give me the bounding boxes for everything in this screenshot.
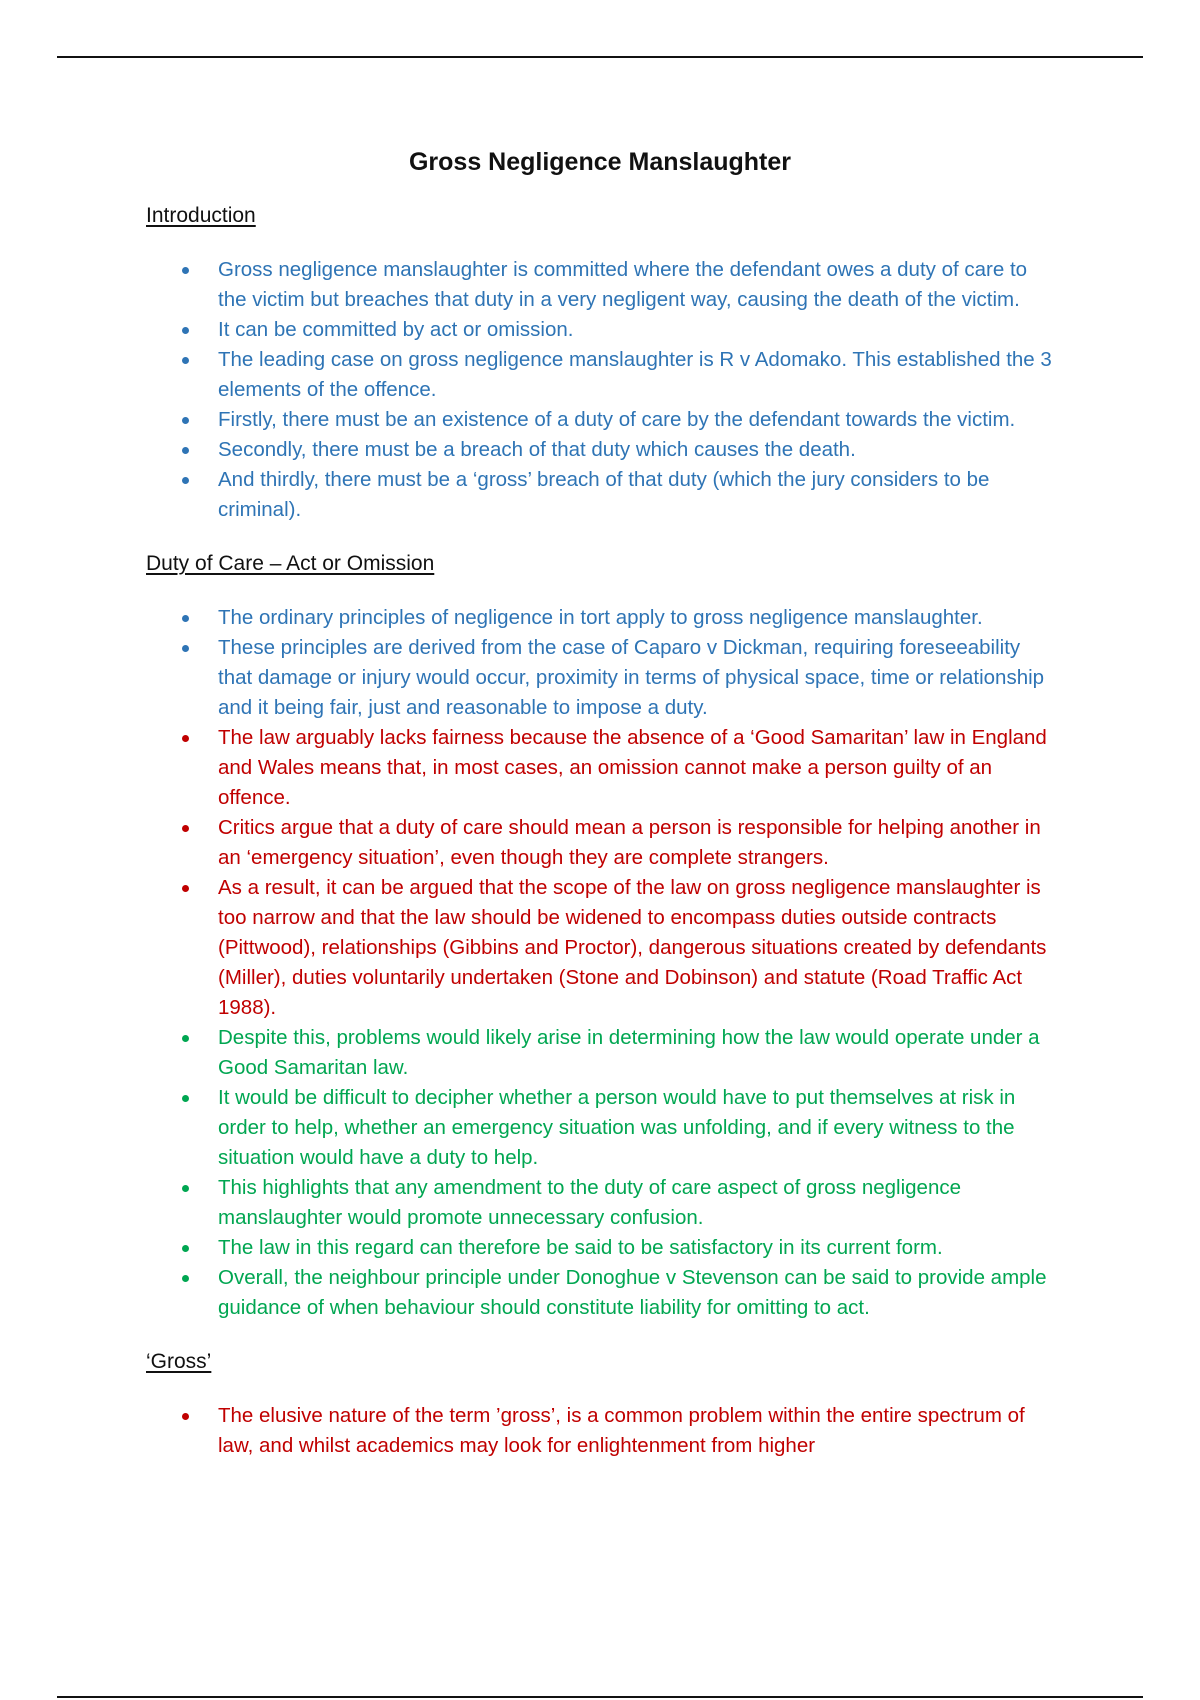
- sections-container: [146, 201, 1066, 1461]
- list-item: [146, 255, 1056, 315]
- bottom-rule: [57, 1696, 1143, 1698]
- list-item-text: And thirdly, there must be a ‘gross’ breach of that duty (which the jury considers to be criminal).: [218, 468, 990, 521]
- list-item-text: The law in this regard can therefore be said to be satisfactory in its current form.: [218, 1236, 943, 1259]
- list-item-text: Despite this, problems would likely arise in determining how the law would operate under a Good Samaritan law.: [218, 1026, 1040, 1079]
- bullet-dot-icon: [182, 1245, 189, 1252]
- bullet-dot-icon: [182, 477, 189, 484]
- bullet-dot-icon: [182, 357, 189, 364]
- list-item-text: Critics argue that a duty of care should mean a person is responsible for helping another in an ‘emergency situation’, even though they are complete strangers.: [218, 816, 1041, 869]
- list-item-text: Gross negligence manslaughter is committed where the defendant owes a duty of care to the victim but breaches that duty in a very negligent way, causing the death of the victim.: [218, 258, 1028, 311]
- bullet-dot-icon: [182, 1185, 189, 1192]
- list-item-text: These principles are derived from the case of Caparo v Dickman, requiring foreseeability that damage or injury would occur, proximity in terms of physical space, time or relationship and it being fair, just and reasonable to impose a duty.: [218, 636, 1045, 719]
- list-item-text: The elusive nature of the term ’gross’, is a common problem within the entire spectrum of law, and whilst academics may look for enlightenment from higher: [218, 1404, 1025, 1457]
- document-title: Gross Negligence Manslaughter: [408, 148, 792, 176]
- bullet-dot-icon: [182, 885, 189, 892]
- list-item: [146, 465, 1056, 525]
- bullet-dot-icon: [182, 825, 189, 832]
- list-item: [146, 603, 1056, 633]
- top-rule: [57, 56, 1143, 58]
- list-item-text: The leading case on gross negligence manslaughter is R v Adomako. This established the 3 elements of the offence.: [218, 348, 1052, 401]
- list-item: [146, 1263, 1056, 1323]
- bullet-dot-icon: [182, 1413, 189, 1420]
- list-item: [146, 723, 1056, 813]
- list-item-text: This highlights that any amendment to the duty of care aspect of gross negligence manslaughter would promote unnecessary confusion.: [218, 1176, 961, 1229]
- list-item-text: As a result, it can be argued that the scope of the law on gross negligence manslaughter is too narrow and that the law should be widened to encompass duties outside contracts (Pittwood), relationships (Gibbins and Proctor), dangerous situations created by defendants (Miller), duties voluntarily undertaken (Stone and Dobinson) and statute (Road Traffic Act 1988).: [218, 876, 1047, 1019]
- section-heading: Introduction: [146, 204, 256, 227]
- list-item: [146, 345, 1056, 405]
- bullet-dot-icon: [182, 1275, 189, 1282]
- list-item: [146, 873, 1056, 1023]
- bullet-dot-icon: [182, 447, 189, 454]
- list-item: [146, 1083, 1056, 1173]
- list-item: [146, 435, 1056, 465]
- bullet-list: [146, 603, 1066, 1323]
- list-item: [146, 813, 1056, 873]
- bullet-dot-icon: [182, 1035, 189, 1042]
- list-item-text: Firstly, there must be an existence of a duty of care by the defendant towards the victim.: [218, 408, 1016, 431]
- bullet-dot-icon: [182, 1095, 189, 1102]
- list-item-text: The ordinary principles of negligence in tort apply to gross negligence manslaughter.: [218, 606, 983, 629]
- bullet-dot-icon: [182, 645, 189, 652]
- section-heading: ‘Gross’: [146, 1350, 212, 1373]
- bullet-dot-icon: [182, 327, 189, 334]
- list-item: [146, 315, 1056, 345]
- bullet-dot-icon: [182, 615, 189, 622]
- bullet-dot-icon: [182, 417, 189, 424]
- bullet-list: [146, 255, 1066, 525]
- bullet-dot-icon: [182, 735, 189, 742]
- bullet-dot-icon: [182, 267, 189, 274]
- list-item: [146, 1401, 1056, 1461]
- bullet-list: [146, 1401, 1066, 1461]
- document-body: [146, 140, 1066, 1485]
- list-item: [146, 405, 1056, 435]
- list-item: [146, 1233, 1056, 1263]
- section-heading: Duty of Care – Act or Omission: [146, 552, 435, 575]
- list-item-text: Secondly, there must be a breach of that duty which causes the death.: [218, 438, 856, 461]
- list-item-text: Overall, the neighbour principle under Donoghue v Stevenson can be said to provide ample guidance of when behaviour should constitute liability for omitting to act.: [218, 1266, 1047, 1319]
- list-item-text: It can be committed by act or omission.: [218, 318, 574, 341]
- list-item-text: It would be difficult to decipher whether a person would have to put themselves at risk in order to help, whether an emergency situation was unfolding, and if every witness to the situation would have a duty to help.: [218, 1086, 1016, 1169]
- list-item: [146, 1023, 1056, 1083]
- list-item-text: The law arguably lacks fairness because the absence of a ‘Good Samaritan’ law in England and Wales means that, in most cases, an omission cannot make a person guilty of an offence.: [218, 726, 1047, 809]
- list-item: [146, 1173, 1056, 1233]
- list-item: [146, 633, 1056, 723]
